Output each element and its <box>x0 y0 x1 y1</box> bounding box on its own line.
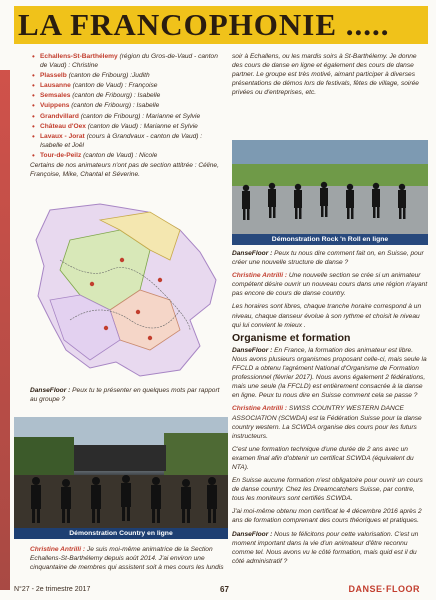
list-item: • Lavaux - Jorat (cours à Grandvaux - canton de Vaud) : Isabelle et Joël <box>30 132 226 150</box>
page-number: 67 <box>220 585 229 594</box>
left-interview-block <box>30 386 226 408</box>
question-speaker: DanseFloor : <box>232 250 273 257</box>
answer-speaker: Christine Antrilli : <box>30 546 86 553</box>
photo-caption: Démonstration Country en ligne <box>14 528 228 539</box>
list-item: • Semsales (canton de Fribourg) : Isabelle <box>30 91 226 100</box>
answer-speaker: Christine Antrilli : <box>232 272 288 280</box>
list-item: • Grandvillard (canton de Fribourg) : Marianne et Sylvie <box>30 112 226 121</box>
question-speaker: DanseFloor : <box>30 387 71 394</box>
paragraph: J'ai moi-même obtenu mon certificat le 4 décembre 2016 après 2 ans de formation comprenant des cours théoriques et pratiques. <box>232 508 422 525</box>
list-item: • Vuippens (canton de Fribourg) : Isabelle <box>30 101 226 110</box>
page-footer <box>14 586 422 598</box>
region-map <box>30 200 224 382</box>
paragraph: En Suisse aucune formation n'est obligatoire pour ouvrir un cours de danse country. Chez les Dreamcatchers Suisse, par contre, tous les moniteurs sont certifiés SCWDA. <box>232 477 423 503</box>
title-banner <box>14 6 428 44</box>
paragraph: Les horaires sont libres, chaque tranche horaire correspond à un niveau, chaque danseur évolue à son rythme et choisit le niveau qui lui convient le mieux . <box>232 303 422 329</box>
question-text: Nous te félicitons pour cette valorisation. C'est un moment important dans la vie d'un animateur d'être reconnu comme tel. Nous avons vu le côté formation, mais quid est il du côté administratif ? <box>232 530 419 565</box>
list-item: • Château d'Oex (canton de Vaud) : Marianne et Sylvie <box>30 122 226 131</box>
locations-list <box>30 52 226 160</box>
right-column-top <box>232 52 428 101</box>
list-item: • Echallens-St-Barthélemy (région du Gros-de-Vaud - canton de Vaud) : Christine <box>30 52 226 70</box>
dancers-illustration <box>232 140 428 245</box>
list-item: • Plasselb (canton de Fribourg) :Judith <box>30 71 226 80</box>
country-dance-photo <box>14 417 228 539</box>
right-column-body <box>232 249 428 570</box>
paragraph: C'est une formation technique d'une durée de 2 ans avec un examen final afin d'obtenir un certificat SCWDA (équivalent du NTA). <box>232 445 414 471</box>
page-title: LA FRANCOPHONIE ..... <box>18 7 390 42</box>
paragraph: soir à Echallens, ou les mardis soirs à St-Barthélemy. Je donne des cours de danse en ligne et également des cours de danse partner. Le groupe est très motivé, aimant participer à diverses présentations de démos lors de festivals, fêtes de village, soirée privées ou d'entreprises, etc. <box>232 53 419 97</box>
photo-caption: Démonstration Rock 'n Roll en ligne <box>232 234 428 245</box>
answer-text: Une nouvelle section se crée si un animateur compétent désire ouvrir un nouveau cours dans une région n'ayant pas encore de cours de danse country. <box>232 272 428 298</box>
animators-note: Certains de nos animateurs n'ont pas de section attitrée : Céline, Françoise, Mike, Chantal et Séverine. <box>30 162 219 179</box>
question-text: Peux tu te présenter en quelques mots par rapport au groupe ? <box>30 387 220 404</box>
page-edge-decoration <box>0 70 10 590</box>
list-item: • Lausanne (canton de Vaud) : Françoise <box>30 81 226 90</box>
left-answer-block <box>30 545 226 576</box>
list-item: • Tour-de-Peilz (canton de Vaud) : Nicole <box>30 151 226 160</box>
question-text: En France, la formation des animateur est libre. Nous avons plusieurs organismes proposant celle-ci, mais seule la FFCLD a obtenu l'agrément National d'Organisme de Formation professionnel (février 2017). Nous avons également 2 fédérations, mais une seule (la FFCLD) est entièrement consacrée à la danse en ligne. Peux tu nous dire en Suisse comment cela se passe ? <box>232 346 427 400</box>
left-column <box>30 52 226 183</box>
question-speaker: DanseFloor : <box>232 530 273 538</box>
issue-number: N°27 - 2e trimestre 2017 <box>14 586 91 593</box>
question-speaker: DanseFloor : <box>232 346 273 354</box>
magazine-logo: DANSE·FLOOR <box>348 584 420 594</box>
rock-roll-photo <box>232 140 428 245</box>
dancers-illustration <box>14 417 228 539</box>
section-heading: Organisme et formation <box>232 331 351 344</box>
answer-speaker: Christine Antrilli : <box>232 405 288 413</box>
answer-text: SWISS COUNTRY WESTERN DANCE ASSOCIATION (SCWDA) est la Fédération Suisse pour la danse country western. La SCWDA organise des cours pour les futurs instructeurs. <box>232 405 422 440</box>
answer-text: Je suis moi-même animatrice de la Section Echallens-St-Barthélemy depuis août 2014. J'ai environ une cinquantaine de membres qui assistent soit à mes cours les lundis <box>30 546 224 572</box>
question-text: Peux tu nous dire comment fait on, en Suisse, pour créer une nouvelle structure de danse ? <box>232 250 424 267</box>
